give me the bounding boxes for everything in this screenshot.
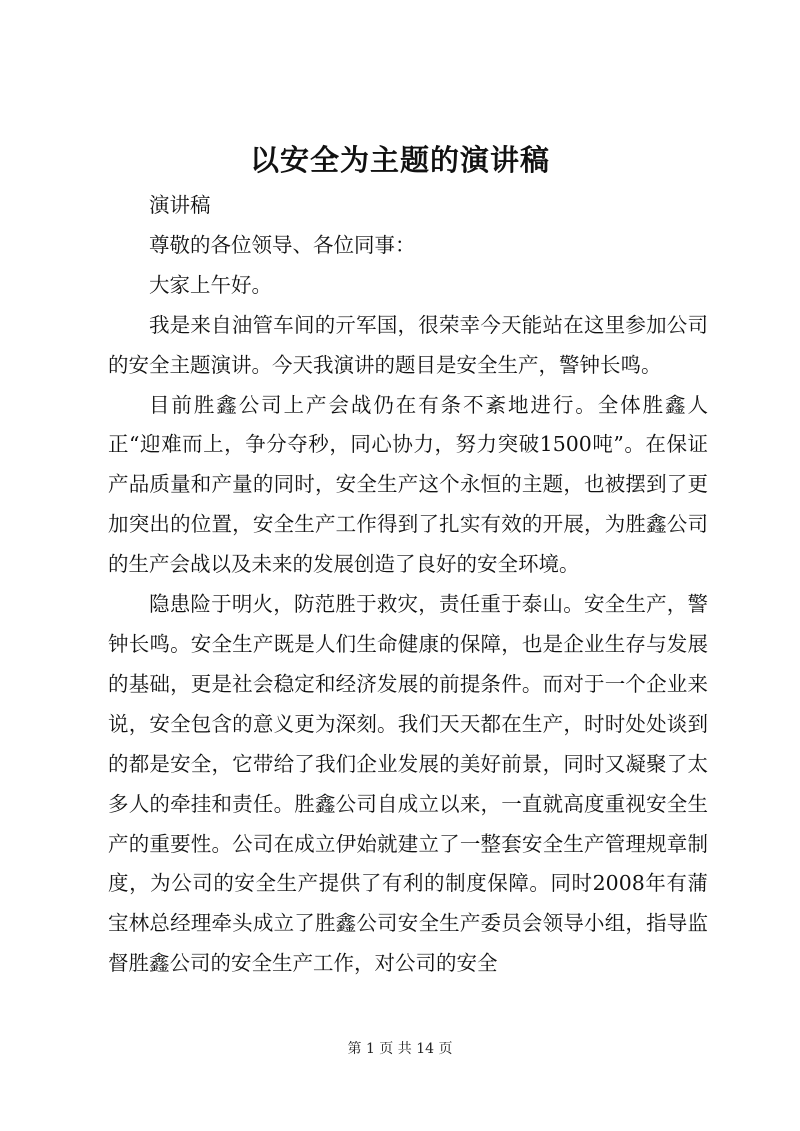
document-title: 以安全为主题的演讲稿 — [249, 143, 550, 177]
paragraph-heading: 演讲稿 — [149, 193, 211, 217]
paragraph-safety-importance: 隐患险于明火，防范胜于救灾，责任重于泰山。安全生产，警钟长鸣。安全生产既是人们生命健康的保障，也是企业生存与发展的基础，更是社会稳定和经济发展的前提条件。而对于一个企业来说，安全包含的意义更为深刻。我们天天都在生产，时时处处谈到的都是安全，它带给了我们企业发展的美好前景，同时又凝聚了太多人的牵挂和责任。胜鑫公司自成立以来，一直就高度重视安全生产的重要性。公司在成立伊始就建立了一整套安全生产管理规章制度，为公司的安全生产提供了有利的制度保障。同时2008年有蒲宝林总经理牵头成立了胜鑫公司安全生产委员会领导小组，指导监督胜鑫公司的安全生产工作，对公司的安全 — [108, 592, 708, 976]
paragraph-greeting: 大家上午好。 — [149, 272, 272, 297]
document-body — [108, 186, 708, 984]
paragraph-salutation: 尊敬的各位领导、各位同事： — [149, 232, 416, 257]
page-footer: 第 1 页 共 14 页 — [347, 1041, 453, 1057]
paragraph-company-status: 目前胜鑫公司上产会战仍在有条不紊地进行。全体胜鑫人正“迎难而上，争分夺秒，同心协力，努力突破1500吨”。在保证产品质量和产量的同时，安全生产这个永恒的主题，也被摆到了更加突出的位置，安全生产工作得到了扎实有效的开展，为胜鑫公司的生产会战以及未来的发展创造了良好的安全环境。 — [108, 392, 708, 577]
paragraph-introduction: 我是来自油管车间的亓军国，很荣幸今天能站在这里参加公司的安全主题演讲。今天我演讲的题目是安全生产，警钟长鸣。 — [108, 312, 708, 377]
